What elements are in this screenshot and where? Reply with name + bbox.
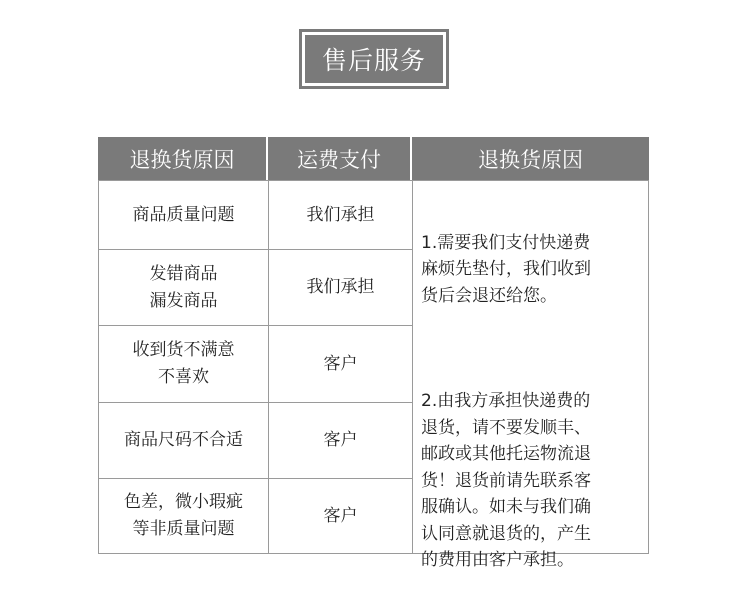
after-sales-table — [98, 137, 649, 570]
header-reason: 退换货原因 — [98, 137, 266, 180]
table-body — [98, 180, 649, 570]
header-shipping-payment: 运费支付 — [268, 137, 410, 180]
column-divider — [412, 181, 413, 553]
payer-cell: 我们承担 — [306, 277, 375, 297]
return-notes — [421, 203, 641, 600]
reason-cell: 色差，微小瑕疵 等非质量问题 — [124, 492, 243, 539]
page-title: 售后服务 — [305, 35, 443, 83]
payer-cell: 客户 — [323, 430, 358, 450]
note-spacer — [421, 336, 641, 362]
reason-cell: 商品尺码不合适 — [124, 430, 243, 450]
reason-cell: 发错商品 漏发商品 — [149, 263, 218, 311]
payer-cell: 客户 — [323, 353, 358, 374]
reason-cell: 收到货不满意 不喜欢 — [132, 340, 235, 387]
title-box — [299, 29, 449, 89]
header-reason-notes: 退换货原因 — [412, 137, 649, 180]
reason-cell: 商品质量问题 — [132, 204, 235, 225]
payer-cell: 客户 — [323, 505, 358, 526]
payer-cell: 我们承担 — [306, 204, 375, 225]
return-note-1: 1.需要我们支付快递费 麻烦先垫付，我们收到 货后会退还给您。 — [421, 232, 591, 306]
return-note-2: 2.由我方承担快递费的 退货，请不要发顺丰、 邮政或其他托运物流退 货！退货前请先联系客 服确认。如未与我们确 认同意就退货的，产生 的费用由客户承担。 — [421, 391, 591, 570]
